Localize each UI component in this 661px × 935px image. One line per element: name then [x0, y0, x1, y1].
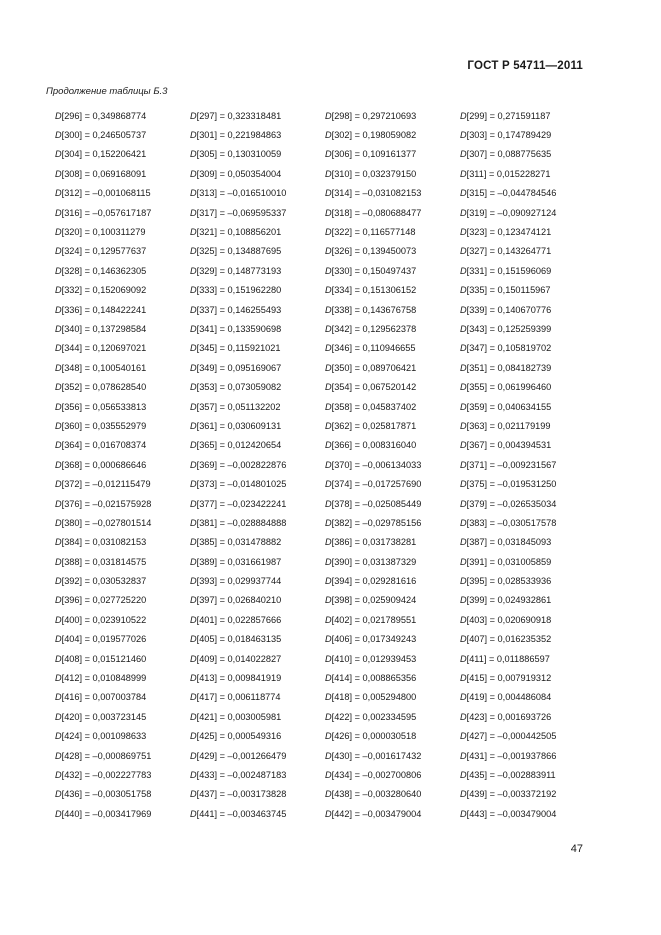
coefficient-cell: D[420] = 0,003723145 [55, 711, 147, 722]
coefficient-cell: D[369] = –0,002822876 [190, 459, 287, 470]
coefficient-cell: D[437] = –0,003173828 [190, 789, 287, 800]
coefficient-cell: D[410] = 0,012939453 [325, 653, 417, 664]
coefficient-cell: D[337] = 0,146255493 [190, 304, 282, 315]
coefficient-cell: D[316] = –0,057617187 [55, 207, 152, 218]
coefficient-cell: D[424] = 0,001098633 [55, 731, 147, 742]
coefficient-cell: D[303] = 0,174789429 [460, 130, 552, 141]
coefficient-cell: D[309] = 0,050354004 [190, 168, 282, 179]
table-row [55, 455, 595, 474]
coefficient-cell: D[432] = –0,002227783 [55, 769, 152, 780]
coefficient-cell: D[427] = –0,000442505 [460, 731, 557, 742]
table-row [55, 145, 595, 164]
coefficient-cell: D[399] = 0,024932861 [460, 595, 552, 606]
coefficient-cell: D[338] = 0,143676758 [325, 304, 417, 315]
coefficient-cell: D[336] = 0,148422241 [55, 304, 147, 315]
coefficient-cell: D[422] = 0,002334595 [325, 711, 417, 722]
coefficient-cell: D[368] = 0,000686646 [55, 459, 147, 470]
coefficient-cell: D[442] = –0,003479004 [325, 808, 422, 819]
coefficient-cell: D[326] = 0,139450073 [325, 246, 417, 257]
coefficient-cell: D[380] = –0,027801514 [55, 517, 152, 528]
coefficient-cell: D[414] = 0,008865356 [325, 673, 417, 684]
coefficient-cell: D[310] = 0,032379150 [325, 168, 417, 179]
coefficient-cell: D[403] = 0,020690918 [460, 614, 552, 625]
coefficient-table [55, 106, 595, 823]
coefficient-cell: D[350] = 0,089706421 [325, 362, 417, 373]
coefficient-cell: D[341] = 0,133590698 [190, 323, 282, 334]
coefficient-cell: D[321] = 0,108856201 [190, 227, 282, 238]
coefficient-cell: D[308] = 0,069168091 [55, 168, 147, 179]
coefficient-cell: D[352] = 0,078628540 [55, 382, 147, 393]
coefficient-cell: D[296] = 0,349868774 [55, 110, 147, 121]
coefficient-cell: D[376] = –0,021575928 [55, 498, 152, 509]
coefficient-cell: D[374] = –0,017257690 [325, 479, 422, 490]
coefficient-cell: D[382] = –0,029785156 [325, 517, 422, 528]
coefficient-cell: D[327] = 0,143264771 [460, 246, 552, 257]
coefficient-cell: D[335] = 0,150115967 [460, 285, 551, 296]
coefficient-cell: D[438] = –0,003280640 [325, 789, 422, 800]
coefficient-cell: D[417] = 0,006118774 [190, 692, 281, 703]
coefficient-cell: D[317] = –0,069595337 [190, 207, 287, 218]
coefficient-cell: D[426] = 0,000030518 [325, 731, 417, 742]
coefficient-cell: D[373] = –0,014801025 [190, 479, 287, 490]
coefficient-cell: D[342] = 0,129562378 [325, 323, 417, 334]
table-row [55, 494, 595, 513]
table-row [55, 261, 595, 280]
coefficient-cell: D[413] = 0,009841919 [190, 673, 282, 684]
table-row [55, 649, 595, 668]
coefficient-cell: D[409] = 0,014022827 [190, 653, 282, 664]
coefficient-cell: D[423] = 0,001693726 [460, 711, 552, 722]
table-row [55, 242, 595, 261]
table-row [55, 339, 595, 358]
coefficient-cell: D[412] = 0,010848999 [55, 673, 147, 684]
coefficient-cell: D[330] = 0,150497437 [325, 265, 417, 276]
coefficient-cell: D[377] = –0,023422241 [190, 498, 287, 509]
coefficient-cell: D[406] = 0,017349243 [325, 634, 417, 645]
coefficient-cell: D[397] = 0,026840210 [190, 595, 282, 606]
table-row [55, 552, 595, 571]
coefficient-cell: D[378] = –0,025085449 [325, 498, 422, 509]
table-row [55, 533, 595, 552]
coefficient-cell: D[340] = 0,137298584 [55, 323, 147, 334]
coefficient-cell: D[358] = 0,045837402 [325, 401, 417, 412]
coefficient-cell: D[390] = 0,031387329 [325, 556, 417, 567]
coefficient-cell: D[362] = 0,025817871 [325, 420, 417, 431]
coefficient-cell: D[386] = 0,031738281 [325, 537, 417, 548]
coefficient-cell: D[322] = 0,116577148 [325, 227, 416, 238]
table-row [55, 727, 595, 746]
document-standard-header: ГОСТ Р 54711—2011 [467, 60, 583, 72]
coefficient-cell: D[443] = –0,003479004 [460, 808, 557, 819]
coefficient-cell: D[383] = –0,030517578 [460, 517, 557, 528]
coefficient-cell: D[315] = –0,044784546 [460, 188, 557, 199]
coefficient-cell: D[428] = –0,000869751 [55, 750, 152, 761]
coefficient-cell: D[365] = 0,012420654 [190, 440, 282, 451]
coefficient-cell: D[367] = 0,004394531 [460, 440, 552, 451]
coefficient-cell: D[391] = 0,031005859 [460, 556, 552, 567]
table-row [55, 668, 595, 687]
table-row [55, 591, 595, 610]
coefficient-cell: D[325] = 0,134887695 [190, 246, 282, 257]
coefficient-cell: D[323] = 0,123474121 [460, 227, 552, 238]
table-row [55, 397, 595, 416]
coefficient-cell: D[301] = 0,221984863 [190, 130, 282, 141]
coefficient-cell: D[398] = 0,025909424 [325, 595, 417, 606]
coefficient-cell: D[384] = 0,031082153 [55, 537, 147, 548]
coefficient-cell: D[328] = 0,146362305 [55, 265, 147, 276]
table-continuation-caption: Продолжение таблицы Б.3 [46, 86, 168, 97]
coefficient-cell: D[375] = –0,019531250 [460, 479, 557, 490]
coefficient-cell: D[356] = 0,056533813 [55, 401, 147, 412]
coefficient-cell: D[389] = 0,031661987 [190, 556, 282, 567]
coefficient-cell: D[302] = 0,198059082 [325, 130, 417, 141]
coefficient-cell: D[360] = 0,035552979 [55, 420, 147, 431]
table-row [55, 203, 595, 222]
coefficient-cell: D[395] = 0,028533936 [460, 576, 552, 587]
coefficient-cell: D[298] = 0,297210693 [325, 110, 417, 121]
coefficient-cell: D[370] = –0,006134033 [325, 459, 422, 470]
table-row [55, 377, 595, 396]
coefficient-cell: D[415] = 0,007919312 [460, 673, 552, 684]
coefficient-cell: D[441] = –0,003463745 [190, 808, 287, 819]
coefficient-cell: D[411] = 0,011886597 [460, 653, 550, 664]
coefficient-cell: D[421] = 0,003005981 [190, 711, 282, 722]
coefficient-cell: D[311] = 0,015228271 [460, 168, 551, 179]
coefficient-cell: D[408] = 0,015121460 [55, 653, 147, 664]
coefficient-cell: D[425] = 0,000549316 [190, 731, 282, 742]
coefficient-cell: D[393] = 0,029937744 [190, 576, 282, 587]
coefficient-cell: D[385] = 0,031478882 [190, 537, 282, 548]
coefficient-cell: D[394] = 0,029281616 [325, 576, 417, 587]
coefficient-cell: D[306] = 0,109161377 [325, 149, 417, 160]
coefficient-cell: D[318] = –0,080688477 [325, 207, 422, 218]
coefficient-cell: D[353] = 0,073059082 [190, 382, 282, 393]
coefficient-cell: D[332] = 0,152069092 [55, 285, 147, 296]
table-row [55, 106, 595, 125]
coefficient-cell: D[400] = 0,023910522 [55, 614, 147, 625]
table-row [55, 436, 595, 455]
table-row [55, 416, 595, 435]
table-row [55, 164, 595, 183]
coefficient-cell: D[439] = –0,003372192 [460, 789, 557, 800]
table-row [55, 707, 595, 726]
coefficient-cell: D[314] = –0,031082153 [325, 188, 422, 199]
coefficient-cell: D[320] = 0,100311279 [55, 227, 146, 238]
table-row [55, 688, 595, 707]
coefficient-cell: D[339] = 0,140670776 [460, 304, 552, 315]
coefficient-cell: D[392] = 0,030532837 [55, 576, 147, 587]
coefficient-cell: D[329] = 0,148773193 [190, 265, 282, 276]
coefficient-cell: D[434] = –0,002700806 [325, 769, 422, 780]
coefficient-cell: D[431] = –0,001937866 [460, 750, 557, 761]
coefficient-cell: D[312] = –0,001068115 [55, 188, 151, 199]
table-row [55, 765, 595, 784]
table-row [55, 474, 595, 493]
coefficient-cell: D[401] = 0,022857666 [190, 614, 282, 625]
coefficient-cell: D[435] = –0,002883911 [460, 769, 556, 780]
table-row [55, 358, 595, 377]
coefficient-cell: D[346] = 0,110946655 [325, 343, 416, 354]
table-row [55, 513, 595, 532]
coefficient-cell: D[416] = 0,007003784 [55, 692, 147, 703]
coefficient-cell: D[359] = 0,040634155 [460, 401, 552, 412]
coefficient-cell: D[402] = 0,021789551 [325, 614, 417, 625]
coefficient-cell: D[379] = –0,026535034 [460, 498, 557, 509]
table-row [55, 125, 595, 144]
coefficient-cell: D[304] = 0,152206421 [55, 149, 147, 160]
page-number: 47 [570, 843, 583, 855]
table-row [55, 804, 595, 823]
coefficient-cell: D[348] = 0,100540161 [55, 362, 147, 373]
coefficient-cell: D[404] = 0,019577026 [55, 634, 147, 645]
coefficient-cell: D[440] = –0,003417969 [55, 808, 152, 819]
coefficient-cell: D[313] = –0,016510010 [190, 188, 287, 199]
coefficient-cell: D[407] = 0,016235352 [460, 634, 552, 645]
coefficient-cell: D[345] = 0,115921021 [190, 343, 281, 354]
coefficient-cell: D[331] = 0,151596069 [460, 265, 552, 276]
table-row [55, 319, 595, 338]
coefficient-cell: D[324] = 0,129577637 [55, 246, 147, 257]
coefficient-cell: D[344] = 0,120697021 [55, 343, 147, 354]
coefficient-cell: D[354] = 0,067520142 [325, 382, 417, 393]
table-row [55, 281, 595, 300]
coefficient-cell: D[355] = 0,061996460 [460, 382, 552, 393]
table-row [55, 785, 595, 804]
coefficient-cell: D[371] = –0,009231567 [460, 459, 557, 470]
coefficient-cell: D[351] = 0,084182739 [460, 362, 552, 373]
coefficient-cell: D[429] = –0,001266479 [190, 750, 287, 761]
coefficient-cell: D[333] = 0,151962280 [190, 285, 282, 296]
coefficient-cell: D[381] = –0,028884888 [190, 517, 287, 528]
coefficient-cell: D[343] = 0,125259399 [460, 323, 552, 334]
coefficient-cell: D[361] = 0,030609131 [190, 420, 282, 431]
coefficient-cell: D[419] = 0,004486084 [460, 692, 552, 703]
coefficient-cell: D[297] = 0,323318481 [190, 110, 282, 121]
coefficient-cell: D[436] = –0,003051758 [55, 789, 152, 800]
coefficient-cell: D[364] = 0,016708374 [55, 440, 147, 451]
coefficient-cell: D[430] = –0,001617432 [325, 750, 422, 761]
coefficient-cell: D[433] = –0,002487183 [190, 769, 287, 780]
coefficient-cell: D[357] = 0,051132202 [190, 401, 281, 412]
coefficient-cell: D[347] = 0,105819702 [460, 343, 552, 354]
coefficient-cell: D[305] = 0,130310059 [190, 149, 282, 160]
coefficient-cell: D[300] = 0,246505737 [55, 130, 147, 141]
coefficient-cell: D[396] = 0,027725220 [55, 595, 147, 606]
table-row [55, 630, 595, 649]
coefficient-cell: D[388] = 0,031814575 [55, 556, 147, 567]
table-row [55, 184, 595, 203]
coefficient-cell: D[418] = 0,005294800 [325, 692, 417, 703]
table-row [55, 746, 595, 765]
coefficient-cell: D[319] = –0,090927124 [460, 207, 557, 218]
coefficient-cell: D[307] = 0,088775635 [460, 149, 552, 160]
coefficient-cell: D[334] = 0,151306152 [325, 285, 417, 296]
table-row [55, 222, 595, 241]
coefficient-cell: D[372] = –0,012115479 [55, 479, 151, 490]
table-row [55, 300, 595, 319]
coefficient-cell: D[349] = 0,095169067 [190, 362, 282, 373]
coefficient-cell: D[363] = 0,021179199 [460, 420, 551, 431]
coefficient-cell: D[405] = 0,018463135 [190, 634, 282, 645]
coefficient-cell: D[299] = 0,271591187 [460, 110, 551, 121]
table-row [55, 610, 595, 629]
coefficient-cell: D[366] = 0,008316040 [325, 440, 417, 451]
coefficient-cell: D[387] = 0,031845093 [460, 537, 552, 548]
table-row [55, 571, 595, 590]
